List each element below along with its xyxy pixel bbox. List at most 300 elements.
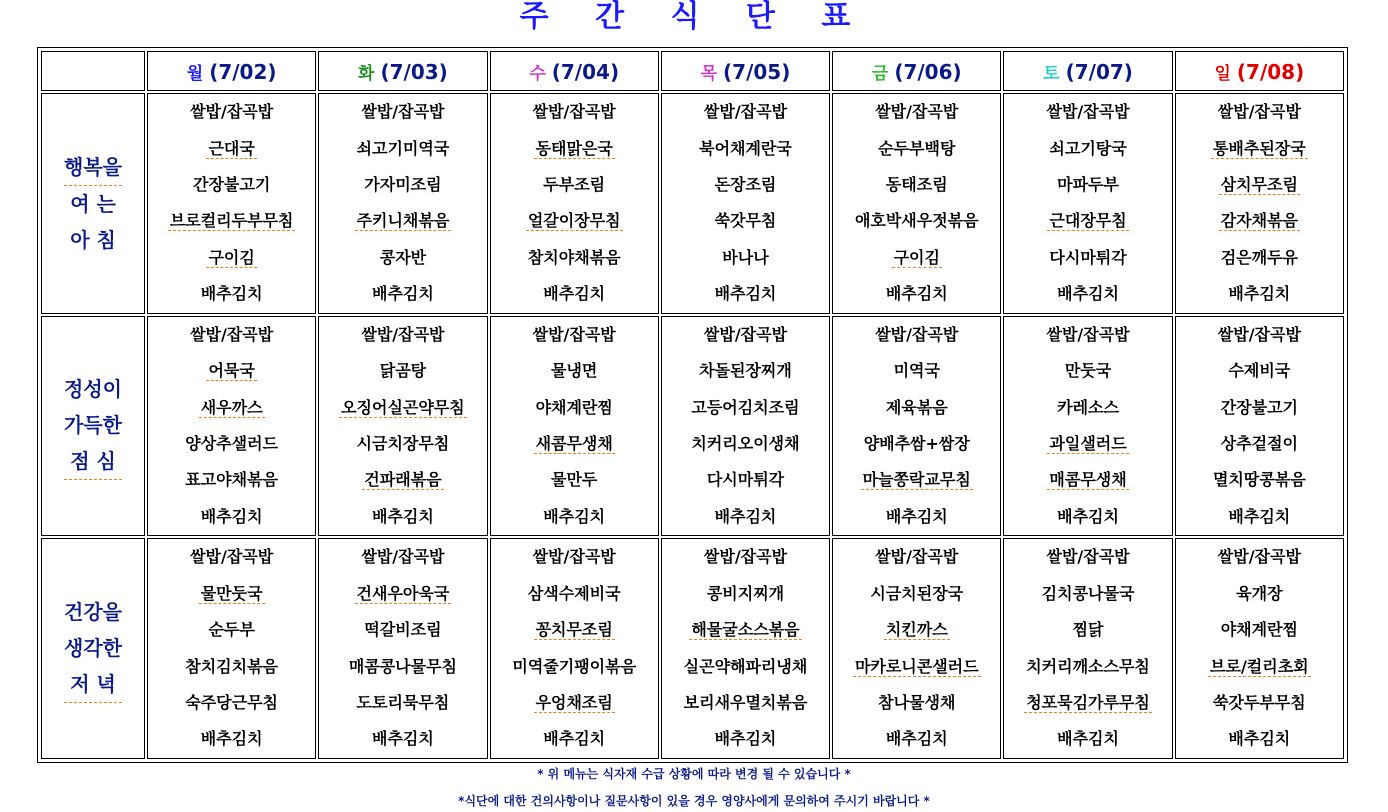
menu-item-text: 시금치된장국 xyxy=(870,583,964,603)
menu-item-text: 어묵국 xyxy=(208,361,255,381)
menu-item-text: 미역줄기팽이볶음 xyxy=(512,656,637,676)
menu-item xyxy=(1004,203,1171,239)
menu-item-text: 배추김치 xyxy=(1057,506,1119,526)
menu-item xyxy=(833,499,1000,535)
menu-item xyxy=(662,426,829,462)
menu-item xyxy=(1176,499,1343,535)
menu-item xyxy=(833,539,1000,575)
menu-item xyxy=(662,539,829,575)
meal-label-line: 여 는 xyxy=(70,191,116,216)
menu-cell xyxy=(318,316,487,537)
menu-item xyxy=(148,649,315,685)
menu-item xyxy=(491,612,658,648)
menu-item-text: 건파래볶음 xyxy=(364,470,442,490)
menu-item-list xyxy=(1176,539,1343,757)
menu-cell xyxy=(1003,538,1172,759)
meal-row xyxy=(41,316,1344,537)
menu-item xyxy=(833,576,1000,612)
menu-item xyxy=(148,685,315,721)
menu-item-text: 만둣국 xyxy=(1064,361,1112,381)
day-header-1 xyxy=(318,51,487,91)
menu-item-text: 콩비지찌개 xyxy=(706,583,785,603)
menu-item xyxy=(662,721,829,757)
menu-item-text: 쌀밥/잡곡밥 xyxy=(1046,102,1130,122)
menu-item-text: 숙주당근무침 xyxy=(185,693,279,713)
menu-item-text: 브로/컬리초회 xyxy=(1210,656,1309,676)
menu-item-text: 쑥갓두부무침 xyxy=(1212,693,1306,713)
menu-cell xyxy=(832,538,1001,759)
menu-item-text: 김치콩나물국 xyxy=(1041,583,1135,603)
menu-item-text: 간장불고기 xyxy=(193,174,271,194)
menu-item xyxy=(148,390,315,426)
menu-item xyxy=(319,462,486,498)
meal-label-line: 생각한 xyxy=(64,636,122,661)
menu-item xyxy=(491,576,658,612)
menu-item-text: 마파두부 xyxy=(1057,174,1119,194)
menu-item-text: 쌀밥/잡곡밥 xyxy=(190,102,274,122)
menu-item-text: 브로컬리두부무침 xyxy=(169,211,294,231)
menu-cell xyxy=(832,316,1001,537)
menu-item xyxy=(662,240,829,276)
menu-item xyxy=(491,240,658,276)
menu-item xyxy=(148,721,315,757)
menu-item xyxy=(319,721,486,757)
menu-item xyxy=(491,499,658,535)
menu-item xyxy=(1004,317,1171,353)
menu-item xyxy=(662,649,829,685)
day-header-0 xyxy=(147,51,316,91)
menu-cell xyxy=(661,316,830,537)
menu-item-text: 바나나 xyxy=(722,247,769,267)
menu-item-text: 애호박새우젓볶음 xyxy=(854,211,979,231)
day-name: 월 xyxy=(186,63,204,84)
menu-cell xyxy=(832,93,1001,314)
menu-item-text: 쌀밥/잡곡밥 xyxy=(703,102,788,122)
menu-item-list xyxy=(148,317,315,535)
menu-item-text: 감자채볶음 xyxy=(1220,211,1298,231)
menu-item xyxy=(319,203,486,239)
menu-item xyxy=(319,317,486,353)
meal-label-line: 행복을 xyxy=(64,149,122,186)
menu-item-text: 육개장 xyxy=(1236,583,1283,603)
menu-cell xyxy=(490,316,659,537)
menu-item xyxy=(148,353,315,389)
menu-item-text: 마늘쫑락교무침 xyxy=(862,470,971,490)
meal-label-cell xyxy=(41,538,145,759)
menu-item-list xyxy=(662,539,829,757)
menu-item-text: 건새우아욱국 xyxy=(356,583,450,603)
meal-row xyxy=(41,538,1344,759)
meal-row xyxy=(41,93,1344,314)
menu-item xyxy=(491,426,658,462)
menu-item-list xyxy=(1004,94,1171,312)
menu-item-text: 삼색수제비국 xyxy=(527,583,621,603)
menu-item xyxy=(491,317,658,353)
menu-item-text: 두부조림 xyxy=(543,174,606,194)
day-date: (7/05) xyxy=(723,59,791,84)
menu-item xyxy=(662,612,829,648)
menu-item xyxy=(319,240,486,276)
menu-cell xyxy=(1175,93,1344,314)
menu-item xyxy=(1004,390,1171,426)
menu-item-text: 쌀밥/잡곡밥 xyxy=(532,102,616,122)
menu-item-list xyxy=(148,94,315,312)
menu-item-text: 과일샐러드 xyxy=(1049,433,1127,453)
menu-item xyxy=(148,539,315,575)
menu-item-text: 차돌된장찌개 xyxy=(699,361,792,381)
menu-item-list xyxy=(491,94,658,312)
menu-item-text: 매콤무생채 xyxy=(1049,470,1127,490)
menu-item-text: 쌀밥/잡곡밥 xyxy=(875,547,959,567)
menu-item xyxy=(662,462,829,498)
day-date: (7/02) xyxy=(209,59,277,84)
menu-item xyxy=(1176,462,1343,498)
meal-label-line: 점 심 xyxy=(64,443,122,480)
menu-item xyxy=(319,426,486,462)
menu-item xyxy=(1004,685,1171,721)
menu-item-list xyxy=(1004,539,1171,757)
menu-item xyxy=(662,576,829,612)
menu-item-text: 쇠고기탕국 xyxy=(1049,138,1127,158)
day-header-row xyxy=(41,51,1344,91)
meal-label-line: 건강을 xyxy=(64,600,122,625)
menu-cell xyxy=(490,538,659,759)
menu-item xyxy=(1176,317,1343,353)
menu-item xyxy=(1176,276,1343,312)
menu-cell xyxy=(147,93,316,314)
menu-item-text: 쌀밥/잡곡밥 xyxy=(1046,324,1130,344)
menu-item-text: 쌀밥/잡곡밥 xyxy=(1217,102,1301,122)
menu-cell xyxy=(1003,93,1172,314)
menu-item xyxy=(148,462,315,498)
menu-item xyxy=(1176,539,1343,575)
menu-item xyxy=(319,390,486,426)
menu-item xyxy=(1176,426,1343,462)
menu-item-list xyxy=(491,539,658,757)
menu-item-text: 물냉면 xyxy=(551,361,598,381)
menu-item xyxy=(1176,685,1343,721)
menu-item-text: 표고야채볶음 xyxy=(185,470,279,490)
menu-item-text: 검은깨두유 xyxy=(1220,247,1298,267)
menu-item-list xyxy=(662,317,829,535)
menu-item-text: 참나물생채 xyxy=(878,693,956,713)
menu-item-text: 양배추쌈+쌈장 xyxy=(863,433,970,453)
menu-item-text: 배추김치 xyxy=(885,729,948,749)
menu-cell xyxy=(1175,316,1344,537)
menu-item xyxy=(1004,721,1171,757)
corner-cell xyxy=(41,51,145,91)
menu-item-text: 카레소스 xyxy=(1057,397,1119,417)
menu-item xyxy=(833,203,1000,239)
menu-item xyxy=(319,94,486,130)
menu-item-text: 배추김치 xyxy=(543,729,606,749)
menu-item xyxy=(833,612,1000,648)
menu-item xyxy=(833,317,1000,353)
menu-item xyxy=(1004,276,1171,312)
menu-item-text: 상추겉절이 xyxy=(1220,433,1298,453)
menu-item xyxy=(1176,240,1343,276)
menu-item xyxy=(319,685,486,721)
menu-item xyxy=(148,240,315,276)
menu-item-text: 배추김치 xyxy=(885,284,948,304)
day-name: 토 xyxy=(1043,63,1060,84)
menu-item-text: 구이김 xyxy=(208,247,255,267)
menu-item-text: 시금치장무침 xyxy=(356,433,450,453)
menu-item-text: 쌀밥/잡곡밥 xyxy=(875,102,959,122)
menu-item-text: 돈장조림 xyxy=(714,174,777,194)
menu-item-text: 순두부백탕 xyxy=(878,138,956,158)
menu-item xyxy=(662,685,829,721)
menu-item-text: 쌀밥/잡곡밥 xyxy=(1217,324,1301,344)
menu-item-text: 수제비국 xyxy=(1228,361,1291,381)
menu-item xyxy=(148,203,315,239)
menu-item xyxy=(1004,539,1171,575)
menu-item xyxy=(833,462,1000,498)
menu-cell xyxy=(1175,538,1344,759)
menu-item xyxy=(1004,649,1171,685)
menu-item-text: 쌀밥/잡곡밥 xyxy=(875,324,959,344)
menu-item-text: 실곤약해파리냉채 xyxy=(683,656,808,676)
menu-item-text: 쌀밥/잡곡밥 xyxy=(703,324,788,344)
menu-item xyxy=(833,353,1000,389)
menu-item-text: 배추김치 xyxy=(200,506,263,526)
day-date: (7/08) xyxy=(1236,59,1305,84)
menu-item xyxy=(491,649,658,685)
menu-item xyxy=(833,649,1000,685)
menu-item xyxy=(491,721,658,757)
menu-item xyxy=(662,353,829,389)
menu-item-text: 구이김 xyxy=(893,247,940,267)
menu-item-text: 해물굴소스볶음 xyxy=(691,620,800,640)
menu-cell xyxy=(661,538,830,759)
menu-item-list xyxy=(148,539,315,757)
menu-item-text: 고등어김치조림 xyxy=(691,397,800,417)
menu-item xyxy=(1176,353,1343,389)
menu-item xyxy=(833,276,1000,312)
menu-item-text: 쌀밥/잡곡밥 xyxy=(532,324,616,344)
menu-item xyxy=(1176,94,1343,130)
day-header-6 xyxy=(1175,51,1344,91)
day-header-5 xyxy=(1003,51,1172,91)
meal-label xyxy=(64,594,122,703)
menu-item-text: 새우까스 xyxy=(200,397,263,417)
menu-item xyxy=(319,499,486,535)
menu-item xyxy=(491,462,658,498)
menu-item-text: 배추김치 xyxy=(885,506,948,526)
menu-cell xyxy=(661,93,830,314)
menu-item xyxy=(1176,131,1343,167)
menu-item-text: 참치야채볶음 xyxy=(527,247,621,267)
menu-item-text: 배추김치 xyxy=(372,284,434,304)
menu-item-text: 쑥갓무침 xyxy=(714,211,777,231)
day-header-4 xyxy=(832,51,1001,91)
menu-item-text: 배추김치 xyxy=(714,506,777,526)
menu-item-text: 참치김치볶음 xyxy=(185,656,279,676)
meal-label-line: 가득한 xyxy=(64,413,122,438)
menu-item xyxy=(148,576,315,612)
menu-item xyxy=(833,390,1000,426)
menu-item xyxy=(319,612,486,648)
menu-item-list xyxy=(833,317,1000,535)
menu-item-text: 쇠고기미역국 xyxy=(356,138,450,158)
meal-label-line: 저 녁 xyxy=(64,666,122,703)
menu-item-text: 물만둣국 xyxy=(200,583,263,603)
menu-item-text: 배추김치 xyxy=(714,284,777,304)
menu-item-list xyxy=(319,317,486,535)
menu-item-text: 근대국 xyxy=(208,138,255,158)
menu-item-text: 새콤무생채 xyxy=(535,433,613,453)
menu-item-text: 도토리묵무침 xyxy=(356,693,450,713)
menu-item xyxy=(148,426,315,462)
day-header-2 xyxy=(490,51,659,91)
meal-label-line: 아 침 xyxy=(70,227,116,252)
menu-item xyxy=(319,353,486,389)
menu-item-text: 배추김치 xyxy=(543,284,606,304)
menu-item xyxy=(833,240,1000,276)
menu-item xyxy=(148,167,315,203)
menu-item xyxy=(148,612,315,648)
menu-item-text: 배추김치 xyxy=(200,284,263,304)
menu-item xyxy=(1004,576,1171,612)
menu-item xyxy=(148,276,315,312)
menu-item xyxy=(491,94,658,130)
page-title: 주 간 식 단 표 xyxy=(519,0,869,34)
menu-item-text: 동태맑은국 xyxy=(535,138,613,158)
day-name: 일 xyxy=(1214,63,1231,84)
menu-item-text: 다시마튀각 xyxy=(706,470,785,490)
menu-item-text: 주키니채볶음 xyxy=(356,211,450,231)
menu-item xyxy=(1004,612,1171,648)
day-name: 목 xyxy=(700,63,718,84)
menu-item xyxy=(662,131,829,167)
menu-item xyxy=(491,167,658,203)
menu-item-text: 마카로니콘샐러드 xyxy=(854,656,979,676)
menu-item-text: 배추김치 xyxy=(372,506,434,526)
menu-item-text: 쌀밥/잡곡밥 xyxy=(703,547,788,567)
menu-item xyxy=(662,390,829,426)
menu-item-text: 치킨까스 xyxy=(885,620,948,640)
menu-item xyxy=(319,539,486,575)
menu-item xyxy=(1176,649,1343,685)
menu-item-list xyxy=(1176,317,1343,535)
menu-item-text: 오징어실곤약무침 xyxy=(341,397,465,417)
menu-item xyxy=(833,94,1000,130)
menu-item-text: 쌀밥/잡곡밥 xyxy=(361,547,445,567)
menu-item xyxy=(1004,462,1171,498)
menu-item-text: 매콤콩나물무침 xyxy=(348,656,458,676)
menu-item-list xyxy=(1004,317,1171,535)
menu-change-note: * 위 메뉴는 식자재 수급 상황에 따라 변경 될 수 있습니다 * xyxy=(537,767,851,781)
menu-item-text: 배추김치 xyxy=(1057,284,1119,304)
menu-item xyxy=(1004,426,1171,462)
menu-item xyxy=(491,539,658,575)
menu-item-text: 치커리오이생채 xyxy=(691,433,800,453)
menu-item-list xyxy=(491,317,658,535)
menu-item xyxy=(1004,167,1171,203)
menu-cell xyxy=(318,93,487,314)
menu-cell xyxy=(1003,316,1172,537)
menu-item-list xyxy=(662,94,829,312)
menu-item xyxy=(148,499,315,535)
contact-note: *식단에 대한 건의사항이나 질문사항이 있을 경우 영양사에게 문의하여 주시기 바랍니다 * xyxy=(458,794,930,808)
menu-item xyxy=(148,131,315,167)
menu-item xyxy=(491,131,658,167)
menu-item xyxy=(491,203,658,239)
day-name: 금 xyxy=(871,63,889,84)
menu-item-text: 콩자반 xyxy=(379,247,427,267)
menu-item xyxy=(1004,131,1171,167)
day-header-3 xyxy=(661,51,830,91)
menu-item-text: 야채계란찜 xyxy=(1220,620,1298,640)
menu-item-text: 간장불고기 xyxy=(1220,397,1298,417)
menu-item xyxy=(1176,721,1343,757)
menu-item xyxy=(1004,94,1171,130)
menu-item-text: 다시마튀각 xyxy=(1049,247,1127,267)
menu-item xyxy=(662,499,829,535)
day-date: (7/04) xyxy=(551,59,620,84)
meal-label-cell xyxy=(41,316,145,537)
menu-item xyxy=(491,685,658,721)
menu-item xyxy=(1176,576,1343,612)
menu-item-text: 쌀밥/잡곡밥 xyxy=(190,324,274,344)
menu-item xyxy=(491,353,658,389)
menu-item xyxy=(833,721,1000,757)
menu-item xyxy=(1004,353,1171,389)
menu-item-text: 삼치무조림 xyxy=(1220,174,1298,194)
menu-cell xyxy=(318,538,487,759)
menu-item-text: 쌀밥/잡곡밥 xyxy=(361,324,445,344)
menu-item xyxy=(833,131,1000,167)
menu-item-text: 배추김치 xyxy=(714,729,777,749)
menu-item-text: 배추김치 xyxy=(1228,729,1291,749)
menu-item xyxy=(662,167,829,203)
menu-cell xyxy=(147,538,316,759)
menu-item-text: 쌀밥/잡곡밥 xyxy=(1046,547,1130,567)
menu-item-text: 북어채계란국 xyxy=(699,138,792,158)
menu-item-text: 물만두 xyxy=(551,470,598,490)
menu-item-text: 쌀밥/잡곡밥 xyxy=(190,547,274,567)
menu-item xyxy=(833,167,1000,203)
menu-item-text: 쌀밥/잡곡밥 xyxy=(532,547,616,567)
menu-item xyxy=(319,276,486,312)
menu-item-text: 미역국 xyxy=(893,361,940,381)
menu-item-text: 보리새우멸치볶음 xyxy=(683,693,808,713)
meal-label xyxy=(64,149,122,258)
menu-item-list xyxy=(1176,94,1343,312)
menu-item xyxy=(662,203,829,239)
menu-item xyxy=(319,576,486,612)
menu-item xyxy=(491,276,658,312)
menu-item-text: 찜닭 xyxy=(1072,620,1104,640)
day-name: 화 xyxy=(358,63,375,84)
menu-item xyxy=(1176,390,1343,426)
menu-item-text: 얼갈이장무침 xyxy=(527,211,621,231)
menu-item-text: 배추김치 xyxy=(200,729,263,749)
menu-item xyxy=(319,131,486,167)
menu-cell xyxy=(147,316,316,537)
menu-item-text: 야채계란찜 xyxy=(535,397,613,417)
menu-item-text: 제육볶음 xyxy=(885,397,948,417)
menu-item-text: 닭곰탕 xyxy=(379,361,427,381)
menu-item xyxy=(1176,167,1343,203)
menu-item-text: 통배추된장국 xyxy=(1212,138,1306,158)
menu-item-text: 양상추샐러드 xyxy=(185,433,279,453)
menu-item-text: 우엉채조림 xyxy=(535,693,613,713)
menu-item-list xyxy=(319,94,486,312)
menu-item-text: 배추김치 xyxy=(1228,284,1291,304)
menu-item-text: 쌀밥/잡곡밥 xyxy=(1217,547,1301,567)
menu-item xyxy=(1176,203,1343,239)
